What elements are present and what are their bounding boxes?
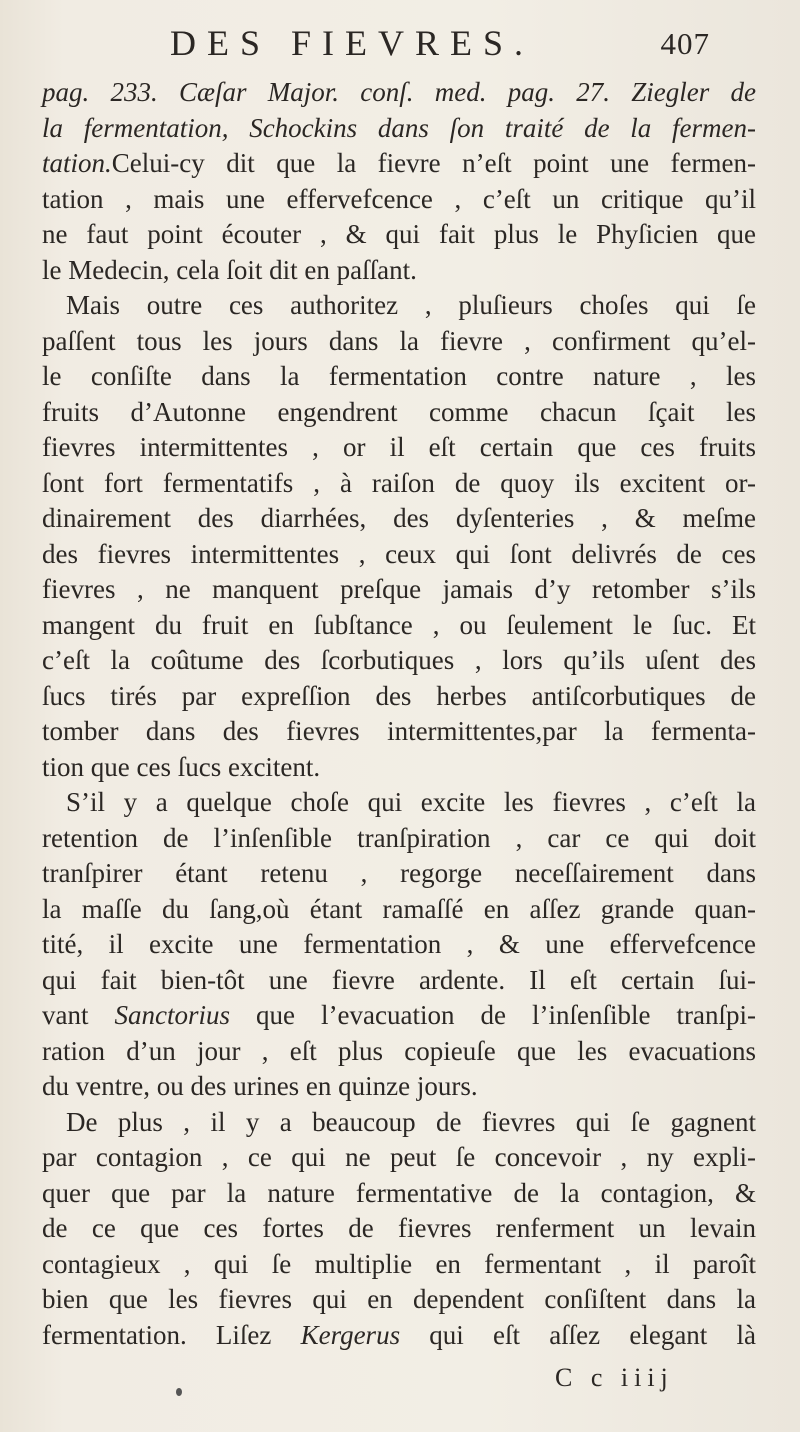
text-line — [42, 146, 756, 182]
text-segment: tation. — [42, 148, 112, 178]
text-segment: dinairement des diarrhées, des dyſenteries , & meſme — [42, 503, 756, 533]
text-segment: que l’evacuation de l’inſenſible tranſpi- — [230, 1000, 756, 1030]
text-segment: fievres , ne manquent preſque jamais d’y retomber s’ils — [42, 574, 756, 604]
text-line — [42, 821, 756, 857]
text-line — [42, 572, 756, 608]
text-line — [42, 1247, 756, 1283]
text-segment: tité, il excite une fermentation , & une effervefcence — [42, 929, 756, 959]
text-line — [42, 1140, 756, 1176]
text-segment: vant — [42, 1000, 115, 1030]
text-segment: fermentation. Liſez — [42, 1319, 301, 1350]
text-segment: Mais outre ces authoritez , pluſieurs choſes qui ſe — [66, 290, 756, 320]
text-segment: mangent du fruit en ſubſtance , ou ſeulement le ſuc. Et — [42, 609, 756, 640]
ink-spot — [176, 1388, 182, 1396]
text-segment: pag. 233. Cæſar Major. conſ. med. pag. 27. Ziegler de — [42, 77, 756, 107]
text-segment: ne faut point écouter , & qui fait plus le Phyſicien que — [42, 219, 756, 249]
text-line — [42, 1282, 756, 1318]
text-line — [42, 1176, 756, 1212]
text-line — [42, 1211, 756, 1247]
text-segment: le conſiſte dans la fermentation contre nature , les — [42, 361, 756, 391]
text-segment: de ce que ces fortes de fievres renferment un levain — [42, 1213, 756, 1243]
text-line — [42, 359, 756, 395]
text-line — [42, 1105, 756, 1141]
text-segment: bien que les fievres qui en dependent conſiſtent dans la — [42, 1284, 756, 1314]
text-line — [42, 856, 756, 892]
text-segment: qui fait bien-tôt une fievre ardente. Il eſt certain ſui- — [42, 964, 756, 995]
text-line — [42, 111, 756, 147]
text-line — [42, 1034, 756, 1070]
text-line — [42, 253, 756, 289]
body-text — [42, 75, 756, 1353]
page-header — [150, 22, 710, 74]
text-line — [42, 466, 756, 502]
text-line — [42, 998, 756, 1034]
text-segment: le Medecin, cela ſoit dit en paſſant. — [42, 254, 417, 285]
text-segment: contagieux , qui ſe multiplie en fermentant , il paroît — [42, 1248, 756, 1279]
running-head: DES FIEVRES. — [170, 23, 535, 63]
text-segment: fruits d’Autonne engendrent comme chacun ſçait les — [42, 396, 756, 427]
page-number: 407 — [660, 26, 710, 61]
text-line — [42, 963, 756, 999]
text-line — [42, 679, 756, 715]
text-segment: ration d’un jour , eſt plus copieuſe que les evacuations — [42, 1035, 756, 1066]
text-line — [42, 324, 756, 360]
text-segment: tranſpirer étant retenu , regorge neceſſairement dans — [42, 858, 756, 888]
text-segment: fievres intermittentes , or il eſt certain que ces fruits — [42, 432, 756, 462]
text-segment: ſucs tirés par expreſſion des herbes antiſcorbutiques de — [42, 680, 756, 711]
text-segment: par contagion , ce qui ne peut ſe concevoir , ny expli- — [42, 1142, 756, 1172]
text-line — [42, 537, 756, 573]
text-line — [42, 750, 756, 786]
signature-mark: C c iiij — [555, 1363, 674, 1392]
text-segment: tomber dans des fievres intermittentes,par la fermenta- — [42, 716, 756, 746]
text-line — [42, 643, 756, 679]
text-segment: ſont fort fermentatifs , à raiſon de quoy ils excitent or- — [42, 467, 756, 498]
text-segment: du ventre, ou des urines en quinze jours. — [42, 1071, 478, 1101]
text-segment: S’il y a quelque choſe qui excite les fievres , c’eſt la — [66, 787, 756, 817]
text-line — [42, 395, 756, 431]
text-line — [42, 1318, 756, 1354]
text-line — [42, 714, 756, 750]
text-line — [42, 892, 756, 928]
text-segment: Sanctorius — [114, 1000, 231, 1030]
text-segment: des fievres intermittentes , ceux qui ſont delivrés de ces — [42, 538, 756, 569]
text-segment: tation , mais une effervefcence , c’eſt un critique qu’il — [42, 183, 756, 214]
text-line — [42, 182, 756, 218]
text-line — [42, 217, 756, 253]
text-line — [42, 75, 756, 111]
text-line — [42, 430, 756, 466]
text-line — [42, 927, 756, 963]
text-line — [42, 785, 756, 821]
text-segment: qui eſt aſſez elegant là — [400, 1319, 756, 1350]
text-segment: quer que par la nature fermentative de la contagion, & — [42, 1177, 756, 1208]
text-line — [42, 608, 756, 644]
text-segment: Celui-cy dit que la fievre n’eſt point une fermen- — [111, 148, 756, 178]
text-segment: tion que ces ſucs excitent. — [42, 751, 321, 782]
text-line — [42, 501, 756, 537]
text-segment: De plus , il y a beaucoup de fievres qui ſe gagnent — [66, 1106, 756, 1137]
text-segment: retention de l’inſenſible tranſpiration , car ce qui doit — [42, 822, 756, 853]
text-segment: Kergerus — [300, 1319, 401, 1350]
text-segment: la maſſe du ſang,où étant ramaſſé en aſſez grande quan- — [42, 893, 756, 924]
text-segment: la fermentation, Schockins dans ſon traité de la fermen- — [42, 112, 756, 143]
text-line — [42, 1069, 756, 1105]
text-segment: paſſent tous les jours dans la fievre , confirment qu’el- — [42, 325, 756, 356]
text-segment: c’eſt la coûtume des ſcorbutiques , lors qu’ils uſent des — [42, 645, 756, 675]
text-line — [42, 288, 756, 324]
